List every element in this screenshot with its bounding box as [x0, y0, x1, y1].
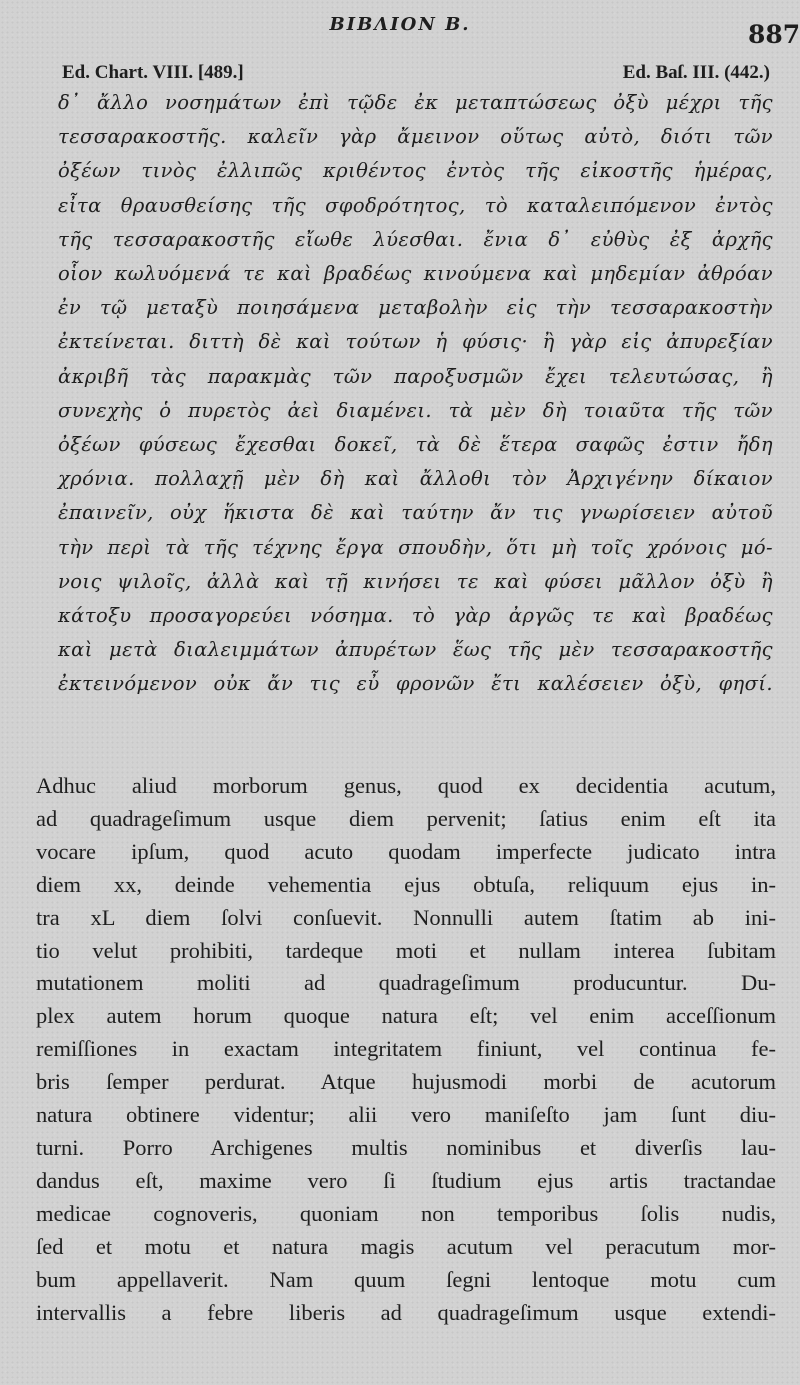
latin-line: tra xL diem ſolvi conſuevit. Nonnulli autem ſtatim ab ini- — [36, 904, 776, 930]
latin-line: ad quadrageſimum usque diem pervenit; ſatius enim eſt ita — [36, 805, 776, 831]
latin-line: Adhuc aliud morborum genus, quod ex decidentia acutum, — [36, 773, 776, 798]
greek-line: τὴν περὶ τὰ τῆς τέχνης ἔργα σπουδὴν, ὅτι μὴ τοῖς χρόνοις μό- — [58, 535, 773, 559]
latin-line: plex autem horum quoque natura eſt; vel enim acceſſionum — [36, 1003, 776, 1029]
latin-line: tio velut prohibiti, tardeque moti et nullam interea ſubitam — [36, 937, 776, 963]
page-number: 887 — [748, 20, 800, 49]
greek-line: ὀξέων φύσεως ἔχεσθαι δοκεῖ, τὰ δὲ ἕτερα σαφῶς ἐστιν ἤδη — [58, 433, 773, 457]
latin-line: medicae cognoveris, quoniam non temporibus ſolis nudis, — [36, 1200, 776, 1226]
edition-basel-ref: Ed. Baſ. III. (442.) — [622, 62, 770, 83]
latin-line: ſed et motu et natura magis acutum vel peracutum mor- — [36, 1233, 776, 1259]
latin-line: remiſſiones in exactam integritatem finiunt, vel continua fe- — [36, 1036, 776, 1062]
latin-line: diem xx, deinde vehementia ejus obtuſa, reliquum ejus in- — [36, 871, 776, 897]
latin-line: turni. Porro Archigenes multis nominibus et diverſis lau- — [36, 1134, 776, 1160]
greek-line: τεσσαρακοστῆς. καλεῖν γὰρ ἄμεινον οὕτως αὐτὸ, διότι τῶν — [58, 125, 773, 149]
greek-line: ἀκριβῆ τὰς παρακμὰς τῶν παροξυσμῶν ἔχει τελευτώσας, ἢ — [58, 364, 773, 388]
latin-line: natura obtinere videntur; alii vero maniſeſto jam ſunt diu- — [36, 1102, 776, 1128]
greek-line: καὶ μετὰ διαλειμμάτων ἀπυρέτων ἕως τῆς μὲν τεσσαρακοστῆς — [58, 638, 773, 662]
greek-line: νοις ψιλοῖς, ἀλλὰ καὶ τῇ κινήσει τε καὶ φύσει μᾶλλον ὀξὺ ἢ — [58, 569, 773, 593]
greek-line: ἐπαινεῖν, οὐχ ἥκιστα δὲ καὶ ταύτην ἄν τις γνωρίσειεν αὐτοῦ — [58, 501, 773, 525]
greek-line: ἐν τῷ μεταξὺ ποιησάμενα μεταβολὴν εἰς τὴν τεσσαρακοστὴν — [58, 296, 773, 320]
greek-line: εἶτα θραυσθείσης τῆς σφοδρότητος, τὸ καταλειπόμενον ἐντὸς — [58, 193, 773, 217]
latin-text-block — [36, 770, 776, 1329]
edition-chartier-ref: Ed. Chart. VIII. [489.] — [62, 62, 244, 83]
latin-line: dandus eſt, maxime vero ſi ſtudium ejus artis tractandae — [36, 1167, 776, 1193]
greek-line: ἐκτεινόμενον οὐκ ἄν τις εὖ φρονῶν ἔτι καλέσειεν ὀξὺ, φησί. — [58, 672, 773, 696]
edition-reference-line — [62, 62, 770, 84]
greek-line: τῆς τεσσαρακοστῆς εἴωθε λύεσθαι. ἔνια δ᾽ εὐθὺς ἐξ ἀρχῆς — [58, 227, 773, 251]
latin-line: bum appellaverit. Nam quum ſegni lentoque motu cum — [36, 1266, 776, 1292]
greek-line: χρόνια. πολλαχῇ μὲν δὴ καὶ ἄλλοθι τὸν Ἀρχιγένην δίκαιον — [58, 467, 773, 491]
latin-line: mutationem moliti ad quadrageſimum producuntur. Du- — [36, 970, 776, 996]
greek-text-block — [58, 86, 773, 702]
greek-line: συνεχὴς ὁ πυρετὸς ἀεὶ διαμένει. τὰ μὲν δὴ τοιαῦτα τῆς τῶν — [58, 398, 773, 422]
greek-line: οἷον κωλυόμενά τε καὶ βραδέως κινούμενα καὶ μηδεμίαν ἀθρόαν — [58, 262, 773, 286]
greek-line: δ᾽ ἄλλο νοσημάτων ἐπὶ τῷδε ἐκ μεταπτώσεως ὀξὺ μέχρι τῆς — [58, 91, 773, 114]
latin-line: bris ſemper perdurat. Atque hujusmodi morbi de acutorum — [36, 1069, 776, 1095]
latin-line: vocare ipſum, quod acuto quodam imperfecte judicato intra — [36, 838, 776, 864]
greek-line: ὀξέων τινὸς ἐλλιπῶς κριθέντος ἐντὸς τῆς εἰκοστῆς ἡμέρας, — [58, 159, 773, 183]
greek-line: ἐκτείνεται. διττὴ δὲ καὶ τούτων ἡ φύσις· ἢ γὰρ εἰς ἀπυρεξίαν — [58, 330, 773, 354]
latin-line: intervallis a febre liberis ad quadrageſimum usque extendi- — [36, 1299, 776, 1325]
running-head: BIBΛION B. — [329, 14, 471, 35]
greek-line: κάτοξυ προσαγορεύει νόσημα. τὸ γὰρ ἀργῶς τε καὶ βραδέως — [58, 604, 773, 628]
